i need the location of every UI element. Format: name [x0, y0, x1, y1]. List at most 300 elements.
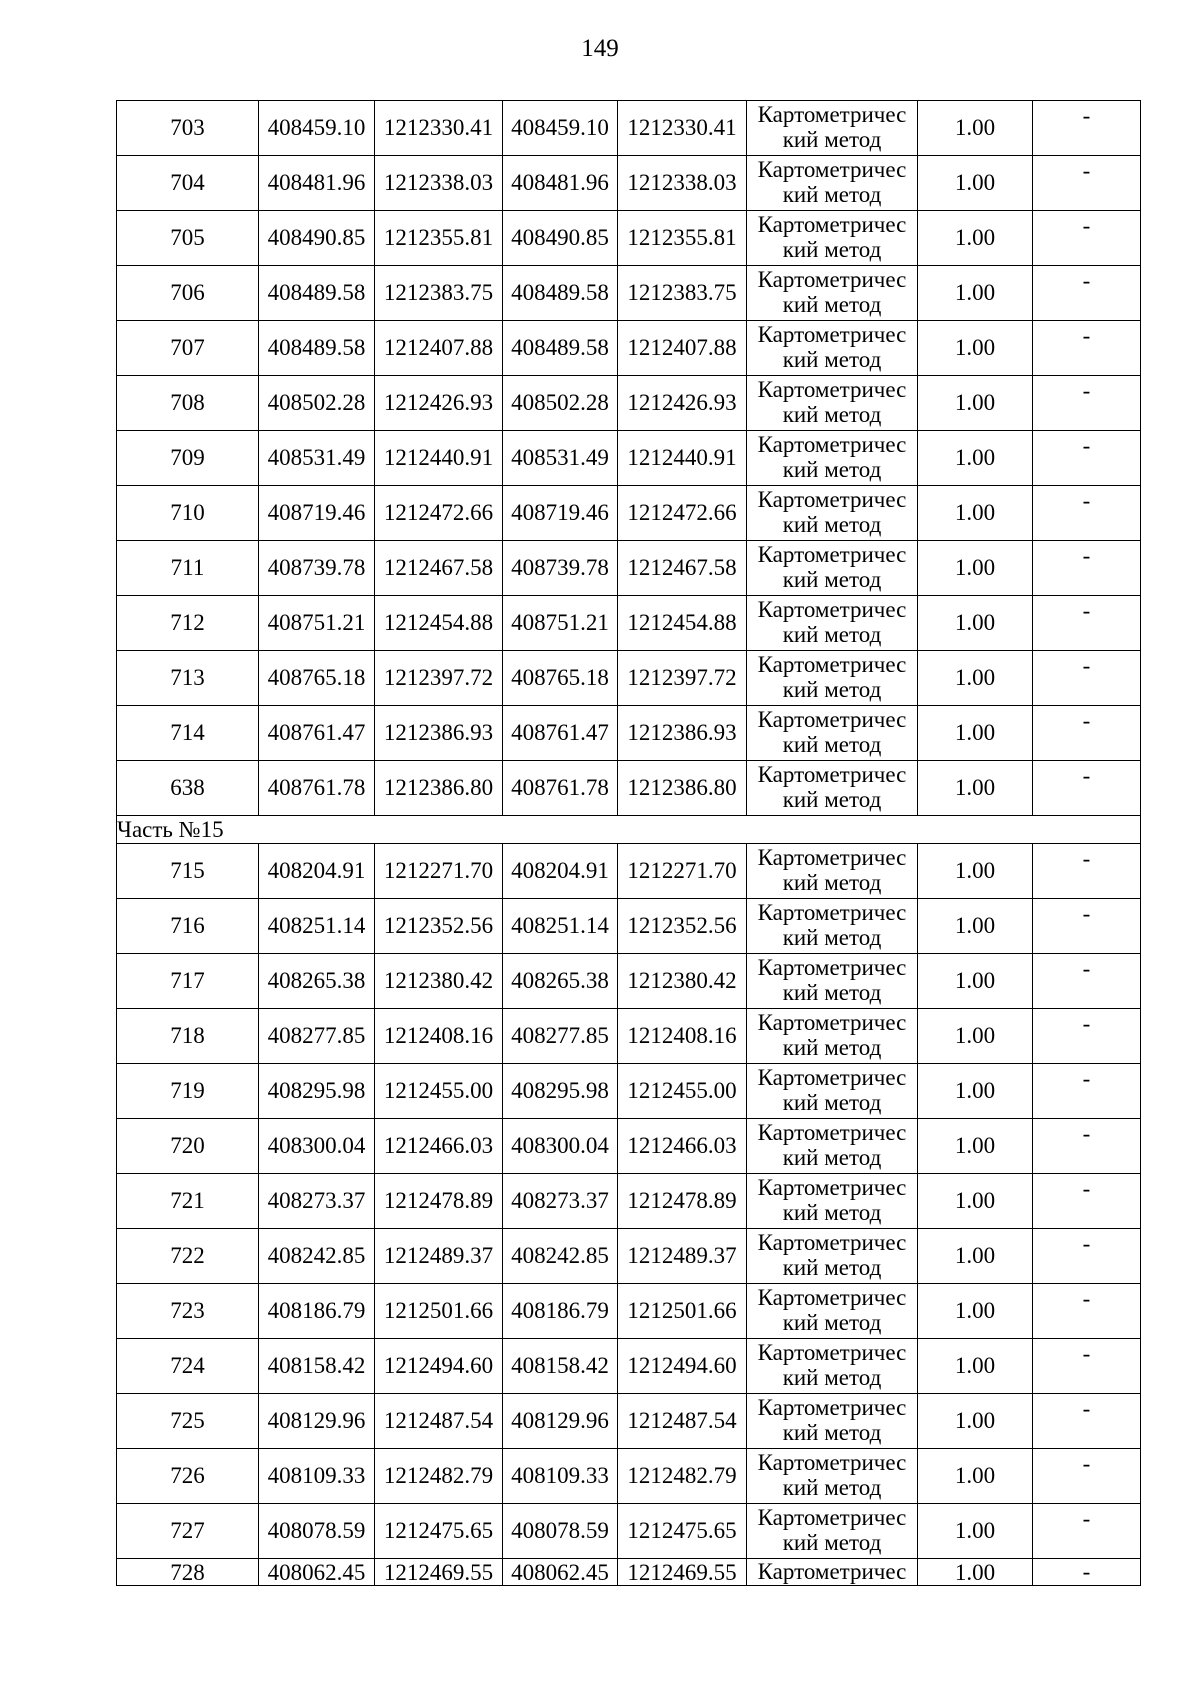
x-coordinate-cell: 408481.96	[259, 156, 375, 211]
accuracy-cell: 1.00	[918, 1339, 1033, 1394]
x-coordinate-new-cell: 408761.78	[503, 761, 618, 816]
y-coordinate-cell: 1212383.75	[375, 266, 503, 321]
method-cell	[747, 651, 918, 706]
method-line-2: кий метод	[782, 292, 882, 317]
method-cell	[747, 1174, 918, 1229]
accuracy-cell: 1.00	[918, 706, 1033, 761]
x-coordinate-new-cell: 408459.10	[503, 101, 618, 156]
y-coordinate-new-cell: 1212383.75	[618, 266, 747, 321]
x-coordinate-new-cell: 408295.98	[503, 1064, 618, 1119]
description-cell: -	[1033, 899, 1141, 954]
description-cell: -	[1033, 1449, 1141, 1504]
section-label: Часть №15	[117, 816, 1141, 844]
y-coordinate-cell: 1212494.60	[375, 1339, 503, 1394]
method-line-2: кий метод	[782, 1530, 882, 1555]
y-coordinate-cell: 1212455.00	[375, 1064, 503, 1119]
method-line-2: кий метод	[782, 237, 882, 262]
method-line-1: Картометричес	[757, 1450, 907, 1475]
method-cell	[747, 706, 918, 761]
description-cell: -	[1033, 844, 1141, 899]
method-line-1: Картометричес	[757, 102, 907, 127]
y-coordinate-new-cell: 1212271.70	[618, 844, 747, 899]
y-coordinate-new-cell: 1212501.66	[618, 1284, 747, 1339]
accuracy-cell: 1.00	[918, 431, 1033, 486]
method-cell	[747, 266, 918, 321]
y-coordinate-new-cell: 1212440.91	[618, 431, 747, 486]
method-line-2: кий метод	[782, 622, 882, 647]
accuracy-cell: 1.00	[918, 541, 1033, 596]
y-coordinate-new-cell: 1212386.93	[618, 706, 747, 761]
point-number-cell: 711	[117, 541, 259, 596]
description-cell: -	[1033, 376, 1141, 431]
y-coordinate-cell: 1212440.91	[375, 431, 503, 486]
table-row	[117, 596, 1141, 651]
x-coordinate-cell: 408502.28	[259, 376, 375, 431]
x-coordinate-new-cell: 408251.14	[503, 899, 618, 954]
method-line-1: Картометричес	[757, 157, 907, 182]
x-coordinate-new-cell: 408158.42	[503, 1339, 618, 1394]
x-coordinate-new-cell: 408761.47	[503, 706, 618, 761]
method-cell	[747, 431, 918, 486]
description-cell: -	[1033, 486, 1141, 541]
point-number-cell: 705	[117, 211, 259, 266]
method-line-1: Картометричес	[757, 955, 907, 980]
accuracy-cell: 1.00	[918, 376, 1033, 431]
point-number-cell: 722	[117, 1229, 259, 1284]
accuracy-cell: 1.00	[918, 1504, 1033, 1559]
y-coordinate-cell: 1212408.16	[375, 1009, 503, 1064]
x-coordinate-cell: 408242.85	[259, 1229, 375, 1284]
method-line-2: кий метод	[782, 1255, 882, 1280]
point-number-cell: 715	[117, 844, 259, 899]
method-line-1: Картометричес	[757, 597, 907, 622]
table-row	[117, 156, 1141, 211]
table-row	[117, 1339, 1141, 1394]
x-coordinate-new-cell: 408481.96	[503, 156, 618, 211]
table-row	[117, 706, 1141, 761]
table-row	[117, 899, 1141, 954]
x-coordinate-cell: 408761.47	[259, 706, 375, 761]
method-line-2: кий метод	[782, 1365, 882, 1390]
y-coordinate-cell: 1212469.55	[375, 1559, 503, 1586]
method-cell	[747, 156, 918, 211]
method-line-1: Картометричес	[757, 1559, 907, 1584]
x-coordinate-cell: 408489.58	[259, 321, 375, 376]
y-coordinate-new-cell: 1212482.79	[618, 1449, 747, 1504]
table-row	[117, 1449, 1141, 1504]
method-line-1: Картометричес	[757, 1230, 907, 1255]
method-cell	[747, 1064, 918, 1119]
point-number-cell: 708	[117, 376, 259, 431]
x-coordinate-new-cell: 408109.33	[503, 1449, 618, 1504]
y-coordinate-new-cell: 1212454.88	[618, 596, 747, 651]
method-line-1: Картометричес	[757, 1505, 907, 1530]
table-row	[117, 211, 1141, 266]
point-number-cell: 719	[117, 1064, 259, 1119]
method-line-2: кий метод	[782, 182, 882, 207]
x-coordinate-new-cell: 408502.28	[503, 376, 618, 431]
x-coordinate-cell: 408109.33	[259, 1449, 375, 1504]
method-line-2: кий метод	[782, 1090, 882, 1115]
x-coordinate-cell: 408490.85	[259, 211, 375, 266]
y-coordinate-new-cell: 1212469.55	[618, 1559, 747, 1586]
description-cell: -	[1033, 1394, 1141, 1449]
method-line-2: кий метод	[782, 870, 882, 895]
x-coordinate-new-cell: 408719.46	[503, 486, 618, 541]
description-cell: -	[1033, 596, 1141, 651]
x-coordinate-cell: 408295.98	[259, 1064, 375, 1119]
point-number-cell: 710	[117, 486, 259, 541]
point-number-cell: 713	[117, 651, 259, 706]
point-number-cell: 714	[117, 706, 259, 761]
point-number-cell: 638	[117, 761, 259, 816]
x-coordinate-cell: 408273.37	[259, 1174, 375, 1229]
method-line-2: кий метод	[782, 677, 882, 702]
table-row	[117, 1394, 1141, 1449]
y-coordinate-cell: 1212466.03	[375, 1119, 503, 1174]
description-cell: -	[1033, 1174, 1141, 1229]
method-cell	[747, 1559, 918, 1586]
y-coordinate-cell: 1212352.56	[375, 899, 503, 954]
accuracy-cell: 1.00	[918, 844, 1033, 899]
accuracy-cell: 1.00	[918, 651, 1033, 706]
accuracy-cell: 1.00	[918, 1009, 1033, 1064]
accuracy-cell: 1.00	[918, 101, 1033, 156]
y-coordinate-cell: 1212271.70	[375, 844, 503, 899]
method-cell	[747, 1284, 918, 1339]
point-number-cell: 721	[117, 1174, 259, 1229]
y-coordinate-new-cell: 1212330.41	[618, 101, 747, 156]
table-row	[117, 431, 1141, 486]
description-cell: -	[1033, 1559, 1141, 1586]
method-cell	[747, 844, 918, 899]
method-line-2: кий метод	[782, 347, 882, 372]
y-coordinate-new-cell: 1212487.54	[618, 1394, 747, 1449]
accuracy-cell: 1.00	[918, 321, 1033, 376]
method-line-1: Картометричес	[757, 322, 907, 347]
accuracy-cell: 1.00	[918, 211, 1033, 266]
y-coordinate-cell: 1212338.03	[375, 156, 503, 211]
point-number-cell: 716	[117, 899, 259, 954]
accuracy-cell: 1.00	[918, 1064, 1033, 1119]
method-line-2: кий метод	[782, 402, 882, 427]
method-line-2: кий метод	[782, 732, 882, 757]
accuracy-cell: 1.00	[918, 899, 1033, 954]
method-line-2: кий метод	[782, 457, 882, 482]
x-coordinate-cell: 408277.85	[259, 1009, 375, 1064]
method-line-2: кий метод	[782, 1310, 882, 1335]
x-coordinate-new-cell: 408062.45	[503, 1559, 618, 1586]
x-coordinate-new-cell: 408531.49	[503, 431, 618, 486]
point-number-cell: 704	[117, 156, 259, 211]
accuracy-cell: 1.00	[918, 1284, 1033, 1339]
x-coordinate-new-cell: 408242.85	[503, 1229, 618, 1284]
x-coordinate-new-cell: 408765.18	[503, 651, 618, 706]
description-cell: -	[1033, 266, 1141, 321]
method-cell	[747, 321, 918, 376]
method-line-1: Картометричес	[757, 1285, 907, 1310]
table-row	[117, 266, 1141, 321]
y-coordinate-cell: 1212330.41	[375, 101, 503, 156]
y-coordinate-new-cell: 1212467.58	[618, 541, 747, 596]
y-coordinate-cell: 1212472.66	[375, 486, 503, 541]
method-cell	[747, 376, 918, 431]
method-cell	[747, 596, 918, 651]
y-coordinate-cell: 1212475.65	[375, 1504, 503, 1559]
method-line-1: Картометричес	[757, 707, 907, 732]
method-line-1: Картометричес	[757, 432, 907, 457]
accuracy-cell: 1.00	[918, 761, 1033, 816]
method-line-1: Картометричес	[757, 762, 907, 787]
table-row	[117, 101, 1141, 156]
y-coordinate-new-cell: 1212472.66	[618, 486, 747, 541]
x-coordinate-new-cell: 408490.85	[503, 211, 618, 266]
description-cell: -	[1033, 1339, 1141, 1394]
method-line-2: кий метод	[782, 787, 882, 812]
x-coordinate-new-cell: 408078.59	[503, 1504, 618, 1559]
method-line-2: кий метод	[782, 925, 882, 950]
y-coordinate-cell: 1212386.80	[375, 761, 503, 816]
x-coordinate-cell: 408158.42	[259, 1339, 375, 1394]
y-coordinate-cell: 1212467.58	[375, 541, 503, 596]
table-row	[117, 1504, 1141, 1559]
table-row	[117, 541, 1141, 596]
x-coordinate-cell: 408761.78	[259, 761, 375, 816]
description-cell: -	[1033, 1009, 1141, 1064]
y-coordinate-cell: 1212355.81	[375, 211, 503, 266]
accuracy-cell: 1.00	[918, 266, 1033, 321]
x-coordinate-cell: 408739.78	[259, 541, 375, 596]
x-coordinate-cell: 408765.18	[259, 651, 375, 706]
y-coordinate-cell: 1212426.93	[375, 376, 503, 431]
accuracy-cell: 1.00	[918, 486, 1033, 541]
table-body	[117, 101, 1141, 1586]
x-coordinate-cell: 408719.46	[259, 486, 375, 541]
y-coordinate-cell: 1212454.88	[375, 596, 503, 651]
x-coordinate-cell: 408531.49	[259, 431, 375, 486]
accuracy-cell: 1.00	[918, 1174, 1033, 1229]
method-cell	[747, 101, 918, 156]
page-number: 149	[581, 35, 619, 62]
table-row	[117, 1174, 1141, 1229]
x-coordinate-cell: 408251.14	[259, 899, 375, 954]
point-number-cell: 709	[117, 431, 259, 486]
y-coordinate-new-cell: 1212494.60	[618, 1339, 747, 1394]
x-coordinate-new-cell: 408751.21	[503, 596, 618, 651]
y-coordinate-new-cell: 1212455.00	[618, 1064, 747, 1119]
y-coordinate-new-cell: 1212352.56	[618, 899, 747, 954]
description-cell: -	[1033, 321, 1141, 376]
table-row	[117, 1009, 1141, 1064]
table-row	[117, 486, 1141, 541]
method-cell	[747, 541, 918, 596]
method-line-1: Картометричес	[757, 1175, 907, 1200]
method-line-1: Картометричес	[757, 652, 907, 677]
method-cell	[747, 1119, 918, 1174]
x-coordinate-cell: 408489.58	[259, 266, 375, 321]
accuracy-cell: 1.00	[918, 1449, 1033, 1504]
table-row	[117, 1064, 1141, 1119]
method-line-2: кий метод	[782, 1200, 882, 1225]
table-row	[117, 376, 1141, 431]
method-line-1: Картометричес	[757, 487, 907, 512]
description-cell: -	[1033, 156, 1141, 211]
y-coordinate-new-cell: 1212355.81	[618, 211, 747, 266]
accuracy-cell: 1.00	[918, 1229, 1033, 1284]
table-row	[117, 1119, 1141, 1174]
method-line-1: Картометричес	[757, 1065, 907, 1090]
x-coordinate-cell: 408078.59	[259, 1504, 375, 1559]
method-line-2: кий метод	[782, 1035, 882, 1060]
point-number-cell: 712	[117, 596, 259, 651]
method-line-2: кий метод	[782, 567, 882, 592]
y-coordinate-cell: 1212407.88	[375, 321, 503, 376]
y-coordinate-cell: 1212397.72	[375, 651, 503, 706]
y-coordinate-cell: 1212482.79	[375, 1449, 503, 1504]
table-row	[117, 1229, 1141, 1284]
description-cell: -	[1033, 1119, 1141, 1174]
y-coordinate-cell: 1212386.93	[375, 706, 503, 761]
point-number-cell: 728	[117, 1559, 259, 1586]
x-coordinate-cell: 408129.96	[259, 1394, 375, 1449]
point-number-cell: 717	[117, 954, 259, 1009]
point-number-cell: 727	[117, 1504, 259, 1559]
point-number-cell: 723	[117, 1284, 259, 1339]
method-line-1: Картометричес	[757, 1395, 907, 1420]
x-coordinate-new-cell: 408277.85	[503, 1009, 618, 1064]
y-coordinate-cell: 1212501.66	[375, 1284, 503, 1339]
accuracy-cell: 1.00	[918, 954, 1033, 1009]
description-cell: -	[1033, 954, 1141, 1009]
x-coordinate-new-cell: 408489.58	[503, 321, 618, 376]
x-coordinate-new-cell: 408739.78	[503, 541, 618, 596]
y-coordinate-new-cell: 1212380.42	[618, 954, 747, 1009]
table-row	[117, 954, 1141, 1009]
x-coordinate-cell: 408300.04	[259, 1119, 375, 1174]
coordinates-table	[116, 100, 1141, 1586]
method-line-1: Картометричес	[757, 1010, 907, 1035]
method-line-1: Картометричес	[757, 377, 907, 402]
x-coordinate-new-cell: 408265.38	[503, 954, 618, 1009]
y-coordinate-new-cell: 1212466.03	[618, 1119, 747, 1174]
table-row	[117, 844, 1141, 899]
method-cell	[747, 1504, 918, 1559]
table-row	[117, 651, 1141, 706]
y-coordinate-cell: 1212489.37	[375, 1229, 503, 1284]
method-cell	[747, 1339, 918, 1394]
method-line-2: кий метод	[782, 1420, 882, 1445]
table-row	[117, 761, 1141, 816]
table-row	[117, 1284, 1141, 1339]
method-cell	[747, 1009, 918, 1064]
x-coordinate-cell: 408459.10	[259, 101, 375, 156]
y-coordinate-cell: 1212478.89	[375, 1174, 503, 1229]
x-coordinate-cell: 408265.38	[259, 954, 375, 1009]
point-number-cell: 725	[117, 1394, 259, 1449]
method-cell	[747, 899, 918, 954]
method-line-1: Картометричес	[757, 212, 907, 237]
x-coordinate-new-cell: 408273.37	[503, 1174, 618, 1229]
description-cell: -	[1033, 1284, 1141, 1339]
description-cell: -	[1033, 541, 1141, 596]
method-cell	[747, 486, 918, 541]
method-line-1: Картометричес	[757, 267, 907, 292]
description-cell: -	[1033, 1504, 1141, 1559]
method-line-2: кий метод	[782, 1145, 882, 1170]
y-coordinate-new-cell: 1212397.72	[618, 651, 747, 706]
point-number-cell: 720	[117, 1119, 259, 1174]
method-cell	[747, 761, 918, 816]
x-coordinate-cell: 408062.45	[259, 1559, 375, 1586]
y-coordinate-new-cell: 1212408.16	[618, 1009, 747, 1064]
y-coordinate-new-cell: 1212386.80	[618, 761, 747, 816]
description-cell: -	[1033, 431, 1141, 486]
description-cell: -	[1033, 651, 1141, 706]
method-line-2: кий метод	[782, 127, 882, 152]
y-coordinate-cell: 1212487.54	[375, 1394, 503, 1449]
description-cell: -	[1033, 761, 1141, 816]
method-line-2: кий метод	[782, 512, 882, 537]
x-coordinate-new-cell: 408204.91	[503, 844, 618, 899]
y-coordinate-new-cell: 1212478.89	[618, 1174, 747, 1229]
x-coordinate-cell: 408204.91	[259, 844, 375, 899]
table-row	[117, 321, 1141, 376]
method-line-2: кий метод	[782, 980, 882, 1005]
accuracy-cell: 1.00	[918, 1559, 1033, 1586]
x-coordinate-cell: 408186.79	[259, 1284, 375, 1339]
table-row	[117, 1559, 1141, 1586]
y-coordinate-new-cell: 1212338.03	[618, 156, 747, 211]
method-line-1: Картометричес	[757, 1340, 907, 1365]
point-number-cell: 726	[117, 1449, 259, 1504]
section-row	[117, 816, 1141, 844]
method-line-1: Картометричес	[757, 900, 907, 925]
x-coordinate-new-cell: 408300.04	[503, 1119, 618, 1174]
x-coordinate-cell: 408751.21	[259, 596, 375, 651]
description-cell: -	[1033, 1064, 1141, 1119]
point-number-cell: 706	[117, 266, 259, 321]
y-coordinate-new-cell: 1212475.65	[618, 1504, 747, 1559]
accuracy-cell: 1.00	[918, 1394, 1033, 1449]
description-cell: -	[1033, 706, 1141, 761]
accuracy-cell: 1.00	[918, 596, 1033, 651]
accuracy-cell: 1.00	[918, 156, 1033, 211]
y-coordinate-new-cell: 1212407.88	[618, 321, 747, 376]
method-line-1: Картометричес	[757, 1120, 907, 1145]
method-cell	[747, 954, 918, 1009]
description-cell: -	[1033, 101, 1141, 156]
method-line-2: кий метод	[782, 1475, 882, 1500]
method-cell	[747, 211, 918, 266]
description-cell: -	[1033, 1229, 1141, 1284]
accuracy-cell: 1.00	[918, 1119, 1033, 1174]
description-cell: -	[1033, 211, 1141, 266]
point-number-cell: 718	[117, 1009, 259, 1064]
x-coordinate-new-cell: 408129.96	[503, 1394, 618, 1449]
y-coordinate-new-cell: 1212426.93	[618, 376, 747, 431]
point-number-cell: 724	[117, 1339, 259, 1394]
point-number-cell: 703	[117, 101, 259, 156]
x-coordinate-new-cell: 408489.58	[503, 266, 618, 321]
method-cell	[747, 1229, 918, 1284]
point-number-cell: 707	[117, 321, 259, 376]
method-cell	[747, 1449, 918, 1504]
method-cell	[747, 1394, 918, 1449]
x-coordinate-new-cell: 408186.79	[503, 1284, 618, 1339]
method-line-1: Картометричес	[757, 845, 907, 870]
method-line-1: Картометричес	[757, 542, 907, 567]
y-coordinate-cell: 1212380.42	[375, 954, 503, 1009]
